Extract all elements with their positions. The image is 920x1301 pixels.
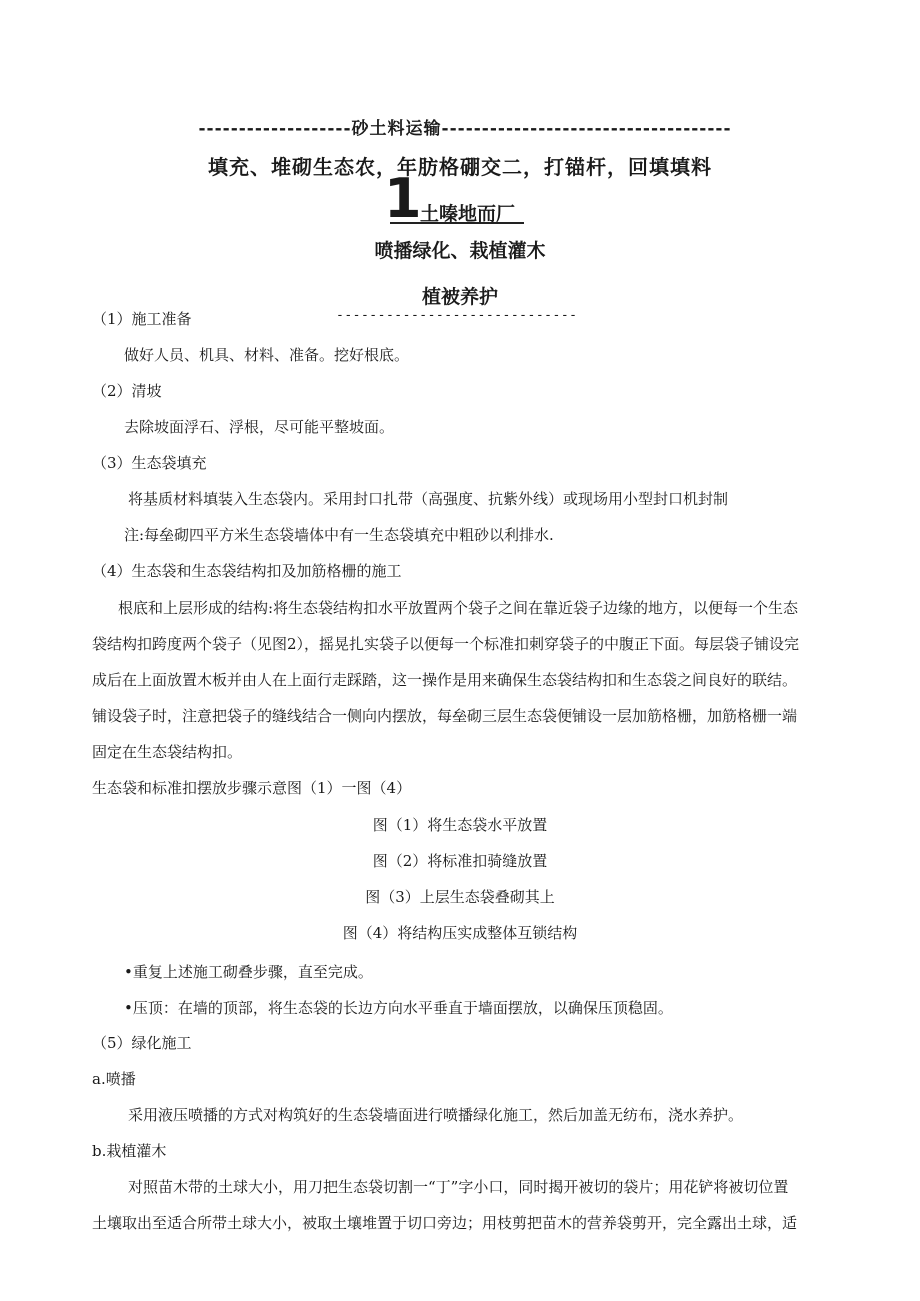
- section-1-heading: （1）施工准备: [92, 310, 192, 328]
- flow-step-maintenance: 植被养护: [421, 286, 498, 308]
- flow-step-fill: 填充、堆砌生态农，年肪格硼交二，打锚杆，回填填料: [208, 155, 712, 179]
- section-4-heading: （4）生态袋和生态袋结构扣及加筋格栅的施工: [92, 562, 402, 580]
- figure-caption-1: 图（1）将生态袋水平放置: [372, 816, 548, 834]
- section-4-line-5: 固定在生态袋结构扣。: [92, 743, 243, 761]
- section-4-line-4: 铺设袋子时，注意把袋子的缝线结合一侧向内摆放，每垒砌三层生态袋便铺设一层加筋格栅，加筋格栅一端: [92, 707, 798, 725]
- flow-step-transport: -------------------砂土料运输------------------------------------: [198, 119, 732, 139]
- diagram-intro: 生态袋和标准扣摆放步骤示意图（1）一图（4）: [92, 779, 412, 797]
- section-4-line-3: 成后在上面放置木板并由人在上面行走踩踏，这一操作是用来确保生态袋结构扣和生态袋之间良好的联结。: [92, 671, 798, 689]
- section-4-line-2: 袋结构扣跨度两个袋子（见图2），摇晃扎实袋子以便每一个标准扣刺穿袋子的中腹正下面。每层袋子铺设完: [92, 635, 800, 653]
- bullet-repeat: •重复上述施工砌叠步骤，直至完成。: [124, 963, 373, 981]
- figure-caption-3: 图（3）上层生态袋叠砌其上: [365, 888, 555, 906]
- figure-caption-4: 图（4）将结构压实成整体互锁结构: [342, 924, 578, 942]
- flow-underline: [390, 222, 524, 224]
- subsection-b-heading: b.栽植灌木: [92, 1142, 167, 1160]
- subsection-b-line-2: 土壤取出至适合所带土球大小，被取土壤堆置于切口旁边；用枝剪把苗木的营养袋剪开，完全露出土球，适: [92, 1214, 798, 1232]
- section-5-heading: （5）绿化施工: [92, 1034, 192, 1052]
- flow-step-greening: 喷播绿化、栽植灌木: [374, 240, 546, 262]
- section-2-heading: （2）清坡: [92, 382, 162, 400]
- section-4-line-1: 根底和上层形成的结构:将生态袋结构扣水平放置两个袋子之间在靠近袋子边缘的地方，以便每一个生态: [118, 599, 799, 617]
- subsection-a-body: 采用液压喷播的方式对构筑好的生态袋墙面进行喷播绿化施工，然后加盖无纺布，浇水养护。: [128, 1106, 744, 1124]
- section-3-heading: （3）生态袋填充: [92, 454, 207, 472]
- section-1-body: 做好人员、机具、材料、准备。挖好根底。: [124, 346, 410, 364]
- section-3-body: 将基质材料填装入生态袋内。采用封口扎带（高强度、抗紫外线）或现场用小型封口机封制: [128, 490, 729, 508]
- bullet-capping: •压顶：在墙的顶部，将生态袋的长边方向水平垂直于墙面摆放，以确保压顶稳固。: [124, 999, 673, 1017]
- subsection-b-line-1: 对照苗木带的土球大小，用刀把生态袋切割一“丁”字小口，同时揭开被切的袋片；用花铲将被切位置: [128, 1178, 789, 1196]
- figure-caption-2: 图（2）将标准扣骑缝放置: [372, 852, 548, 870]
- section-2-body: 去除坡面浮石、浮根，尽可能平整坡面。: [124, 418, 395, 436]
- flow-step-soil: 土嗪地而厂: [420, 203, 516, 225]
- flow-dash-line: -----------------------------: [336, 308, 578, 323]
- subsection-a-heading: a.喷播: [92, 1070, 136, 1088]
- section-3-note: 注:每垒砌四平方米生态袋墙体中有一生态袋填充中粗砂以利排水.: [124, 526, 554, 544]
- flow-big-numeral: 1: [384, 167, 422, 230]
